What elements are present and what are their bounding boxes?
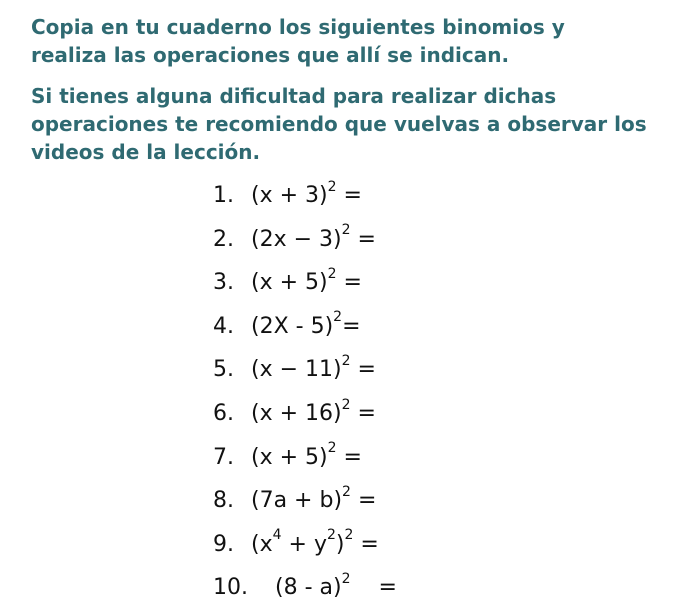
exercise-number: 4. [213,313,234,339]
exercise-item [213,305,397,349]
exercise-equals: = [350,400,376,426]
exercise-number: 1. [213,183,234,208]
exercise-base: (x + 5) [251,444,328,470]
exercise-exponent: 2 [341,353,351,370]
exercise-item [213,566,397,610]
exercise-item [213,261,397,305]
exercise-base: (7a + b) [251,488,343,514]
exercise-inner-exponent: 4 [272,527,282,544]
exercise-exponent: 2 [327,265,337,282]
exercise-base: (x + 5) [251,270,328,296]
exercise-equals: = [350,575,397,601]
exercise-equals: = [342,313,361,339]
exercise-inner-exponent: 2 [326,527,336,544]
exercise-close-paren: ) [335,531,345,557]
exercise-number: 5. [213,357,234,383]
exercise-equals: = [336,183,362,208]
exercise-number: 2. [213,226,234,252]
exercise-equals: = [350,226,376,252]
exercise-number: 3. [213,270,234,296]
exercise-number: 7. [213,444,234,470]
exercise-base: (x [251,531,273,557]
exercise-item [213,392,397,436]
instruction-copy: Copia en tu cuaderno los siguientes binomios y realiza las operaciones que allí se indican. [31,15,565,67]
exercise-list [213,174,397,610]
exercise-item [213,436,397,480]
exercise-item [213,479,397,523]
exercise-exponent: 2 [327,178,337,195]
exercise-exponent: 2 [333,309,343,326]
exercise-exponent: 2 [341,571,351,588]
instruction-help: Si tienes alguna dificultad para realizar dichas operaciones te recomiendo que vuelvas a observar los videos de la lección. [31,84,647,164]
exercise-item [213,523,397,567]
exercise-item [213,174,397,218]
exercise-item [213,218,397,262]
exercise-equals: = [350,357,376,383]
exercise-item [213,348,397,392]
exercise-base: (2X - 5) [251,313,334,339]
exercise-exponent: 2 [341,396,351,413]
exercise-number: 10. [213,575,248,601]
exercise-exponent: 2 [342,483,351,500]
exercise-exponent: 2 [344,527,354,544]
exercise-exponent: 2 [327,440,337,457]
exercise-base: (8 - a) [275,575,342,601]
exercise-term: + y [281,531,327,557]
exercise-base: (x + 3) [251,183,328,208]
exercise-number: 9. [213,531,234,557]
exercise-exponent: 2 [341,222,351,239]
exercise-equals: = [336,270,362,296]
exercise-base: (x − 11) [251,357,342,383]
exercise-equals: = [350,488,377,514]
exercise-equals: = [336,444,362,470]
exercise-number: 6. [213,400,234,426]
exercise-equals: = [353,531,379,557]
exercise-base: (x + 16) [251,400,342,426]
exercise-base: (2x − 3) [251,226,342,252]
exercise-number: 8. [213,488,234,514]
